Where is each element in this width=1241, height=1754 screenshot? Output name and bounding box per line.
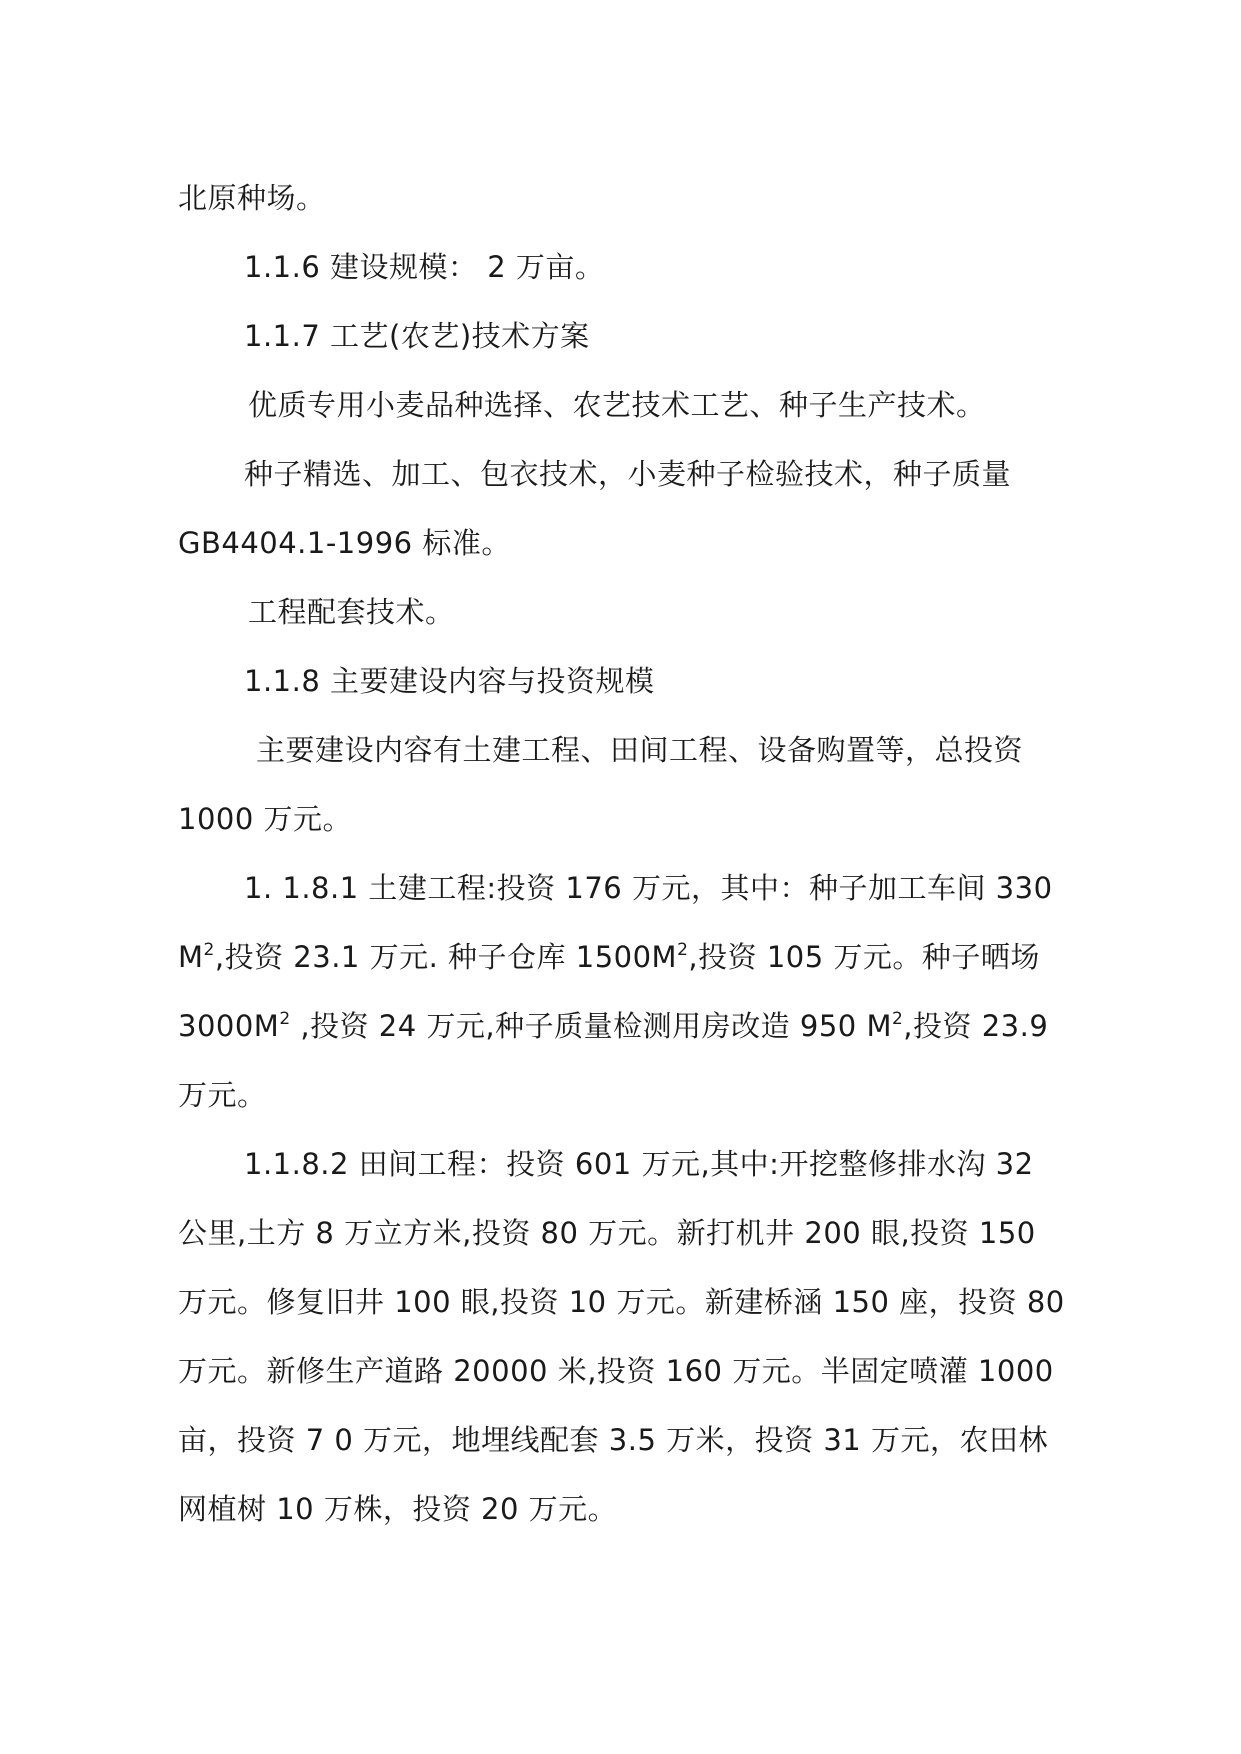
document-body (178, 164, 1068, 1544)
paragraph-supporting-tech: 工程配套技术。 (248, 595, 455, 629)
paragraph-varieties: 优质专用小麦品种选择、农艺技术工艺、种子生产技术。 (248, 388, 986, 422)
civil-works-text-5: ,投资 23.9 万元。 (178, 1009, 1049, 1112)
section-1-1-8-heading: 1.1.8 主要建设内容与投资规模 (244, 664, 655, 698)
superscript-2: 2 (677, 940, 689, 960)
civil-works-text-3: ,投资 105 万元。种子晒场 3000M (178, 940, 1040, 1043)
superscript-2: 2 (203, 940, 215, 960)
paragraph-continuation: 北原种场。 (178, 181, 326, 215)
paragraph-civil-works (178, 854, 1068, 1130)
civil-works-text-1: 1. 1.8.1 土建工程:投资 176 万元，其中：种子加工车间 330 M (178, 871, 1053, 974)
paragraph-main-contents: 主要建设内容有土建工程、田间工程、设备购置等，总投资 1000 万元。 (178, 733, 1024, 836)
superscript-2: 2 (891, 1009, 904, 1029)
section-1-1-6-heading: 1.1.6 建设规模： 2 万亩。 (244, 250, 605, 284)
paragraph-seed-processing: 种子精选、加工、包衣技术，小麦种子检验技术，种子质量 GB4404.1-1996 标准。 (178, 457, 1012, 560)
civil-works-text-2: ,投资 23.1 万元. 种子仓库 1500M (214, 940, 678, 974)
section-1-1-7-heading: 1.1.7 工艺(农艺)技术方案 (244, 319, 590, 353)
paragraph-field-works: 1.1.8.2 田间工程：投资 601 万元,其中:开挖整修排水沟 32 公里,土方 8 万立方米,投资 80 万元。新打机井 200 眼,投资 150 万元。修复旧井 100 眼,投资 10 万元。新建桥涵 150 座，投资 80 万元。新修生产道路 20000 米,投资 160 万元。半固定喷灌 1000 亩，投资 7 0 万元，地埋线配套 3.5 万米，投资 31 万元，农田林网植树 10 万株，投资 20 万元。 (178, 1147, 1065, 1526)
civil-works-text-4: ,投资 24 万元,种子质量检测用房改造 950 M (290, 1009, 892, 1043)
superscript-2: 2 (279, 1009, 291, 1029)
